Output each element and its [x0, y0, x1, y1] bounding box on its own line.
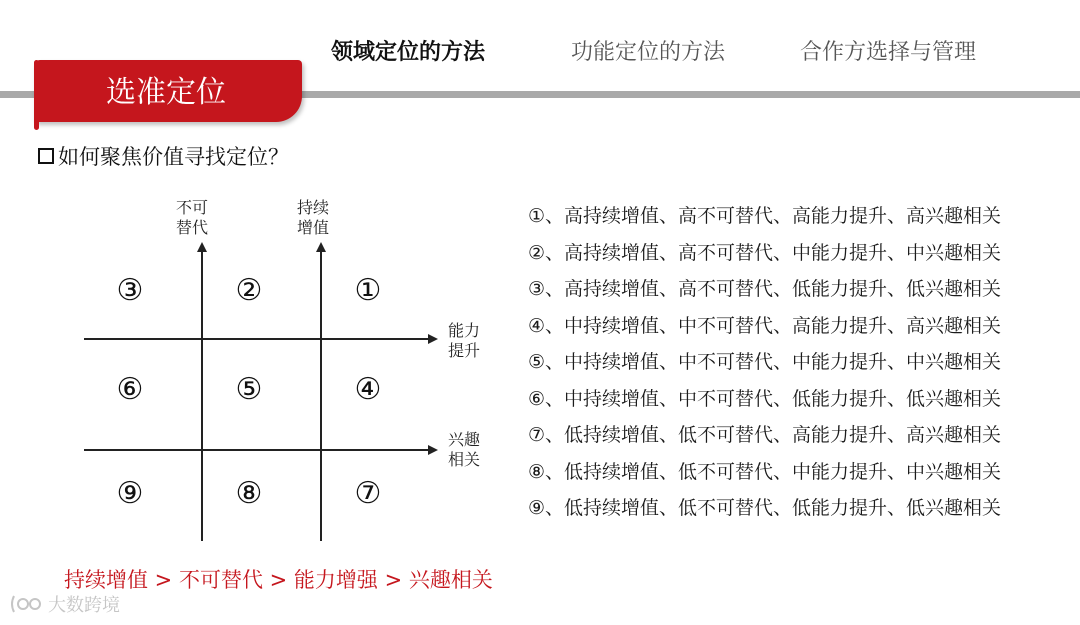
watermark-logo-icon	[8, 593, 44, 615]
axis-label-replaceability	[176, 198, 208, 238]
question-text: 如何聚焦价值寻找定位？	[58, 145, 289, 169]
list-item: ⑧、低持续增值、低不可替代、中能力提升、中兴趣相关	[528, 460, 1002, 483]
tab-function-positioning[interactable]: 功能定位的方法	[571, 40, 726, 65]
tab-domain-positioning[interactable]: 领域定位的方法	[331, 40, 486, 65]
matrix-cell: ④	[354, 372, 382, 407]
list-item: ⑤、中持续增值、中不可替代、中能力提升、中兴趣相关	[528, 351, 1002, 373]
priority-order: 持续增值 > 不可替代 > 能力增强 > 兴趣相关	[64, 568, 493, 592]
axis-label-line: 持续	[297, 198, 330, 217]
watermark-text: 大数跨境	[48, 595, 120, 616]
matrix-cell: ⑧	[235, 476, 263, 511]
combination-list	[528, 198, 1048, 527]
axis-label-line: 不可	[176, 198, 209, 217]
watermark	[8, 591, 120, 617]
slide-title: 选准定位	[106, 75, 226, 110]
list-item: ④、中持续增值、中不可替代、高能力提升、高兴趣相关	[528, 314, 1002, 337]
list-item: ⑦、低持续增值、低不可替代、高能力提升、高兴趣相关	[528, 424, 1002, 446]
axis-label-line: 增值	[297, 218, 330, 237]
list-item: ③、高持续增值、高不可替代、低能力提升、低兴趣相关	[528, 278, 1002, 300]
axis-label-line: 替代	[176, 218, 209, 237]
matrix-cell: ⑦	[354, 476, 382, 511]
axis-label-line: 兴趣	[448, 430, 481, 449]
axis-label-line: 能力	[448, 321, 481, 340]
matrix-cell: ①	[354, 273, 382, 308]
list-item: ⑨、低持续增值、低不可替代、低能力提升、低兴趣相关	[528, 497, 1002, 519]
matrix-cell: ②	[235, 273, 263, 308]
matrix-cell: ⑨	[116, 476, 144, 511]
axis-label-line: 相关	[448, 450, 481, 469]
matrix-cell: ⑥	[116, 372, 144, 407]
matrix-cell: ⑤	[235, 372, 263, 407]
axis-label-line: 提升	[448, 341, 481, 360]
list-item: ①、高持续增值、高不可替代、高能力提升、高兴趣相关	[528, 205, 1002, 227]
tab-partner-selection[interactable]: 合作方选择与管理	[800, 40, 977, 65]
axis-label-ability	[448, 321, 480, 361]
axis-label-value-growth	[297, 198, 329, 238]
list-item: ⑥、中持续增值、中不可替代、低能力提升、低兴趣相关	[528, 387, 1002, 410]
axis-label-interest	[448, 430, 480, 470]
matrix-cell: ③	[116, 273, 144, 308]
list-item: ②、高持续增值、高不可替代、中能力提升、中兴趣相关	[528, 241, 1002, 264]
